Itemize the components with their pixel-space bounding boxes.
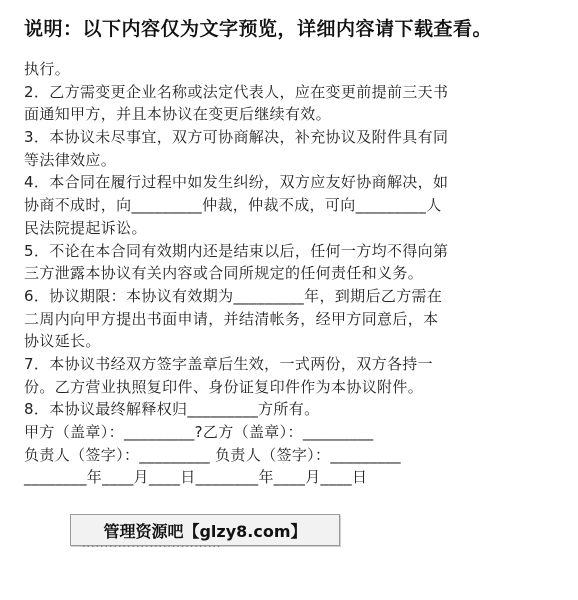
document-line: 5．不论在本合同有效期内还是结束以后，任何一方均不得向第 [24,241,449,260]
preview-notice: 说明：以下内容仅为文字预览，详细内容请下载查看。 [24,18,493,40]
signature-line-date: ________年____月____日________年____月____日 [24,468,368,487]
signature-line-person: 负责人（签字）：_________ 负责人（签字）：_________ [24,445,402,464]
document-line: 份。乙方营业执照复印件、身份证复印件作为本协议附件。 [24,377,424,396]
document-line: 4．本合同在履行过程中如发生纠纷，双方应友好协商解决，如 [24,173,449,192]
document-line: 7．本协议书经双方签字盖章后生效，一式两份，双方各持一 [24,354,433,373]
document-line: 2．乙方需变更企业名称或法定代表人，应在变更前提前三天书 [24,82,449,101]
dotted-divider: ······························· [82,540,222,553]
document-line: 8．本协议最终解释权归_________方所有。 [24,400,320,419]
document-line: 面通知甲方，并且本协议在变更后继续有效。 [24,105,332,124]
document-line: 3．本协议未尽事宜，双方可协商解决，补充协议及附件具有同 [24,128,449,147]
document-line: 执行。 [24,60,71,78]
document-body [24,58,564,489]
document-line: 等法律效应。 [24,150,117,169]
document-line: 6．协议期限：本协议有效期为_________年，到期后乙方需在 [24,286,443,305]
document-line: 协商不成时，向_________仲裁，仲裁不成，可向_________人 [24,196,442,215]
signature-line-seal: 甲方（盖章）：_________?乙方（盖章）：_________ [24,423,374,441]
document-line: 民法院提起诉讼。 [24,218,147,237]
watermark-badge: 管理资源吧【glzy8.com】 [70,514,340,546]
document-line: 协议延长。 [24,332,101,351]
document-line: 三方泄露本协议有关内容或合同所规定的任何责任和义务。 [24,264,424,283]
document-line: 二周内向甲方提出书面申请，并结清帐务，经甲方同意后，本 [24,309,439,328]
